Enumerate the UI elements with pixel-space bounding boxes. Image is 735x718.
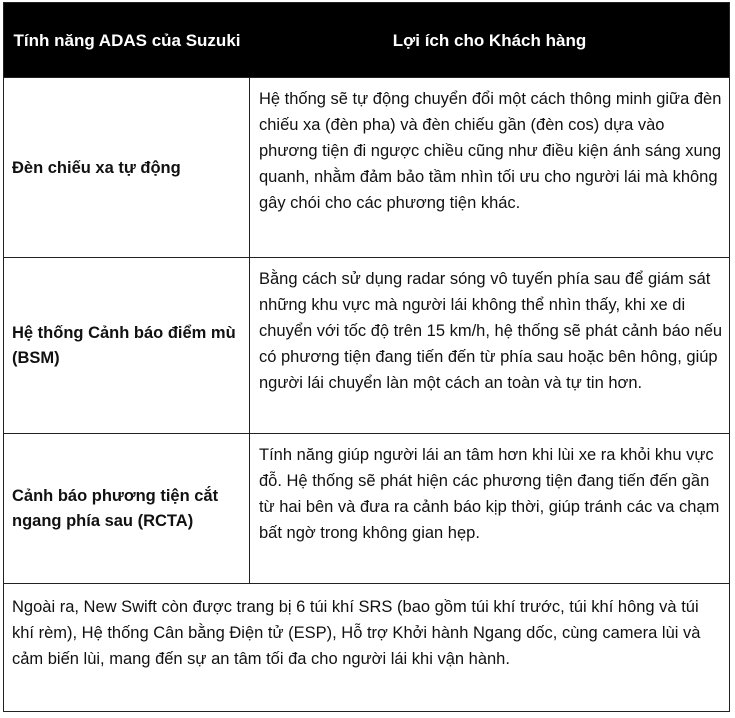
- header-benefit-column: Lợi ích cho Khách hàng: [392, 30, 587, 50]
- table-footer-note: Ngoài ra, New Swift còn được trang bị 6 túi khí SRS (bao gồm túi khí trước, túi khí hông và túi khí rèm), Hệ thống Cân bằng Điện tử (ESP), Hỗ trợ Khởi hành Ngang dốc, cùng camera lùi và cảm biến lùi, mang đến sự an tâm tối đa cho người lái khi vận hành.: [4, 583, 729, 711]
- feature-cell: [4, 434, 250, 584]
- table-row: [4, 433, 729, 584]
- benefit-cell: Hệ thống sẽ tự động chuyển đổi một cách thông minh giữa đèn chiếu xa (đèn pha) và đèn chiếu gần (đèn cos) dựa vào phương tiện đi ngược chiều cũng như điều kiện ánh sáng xung quanh, nhằm đảm bảo tầm nhìn tối ưu cho người lái mà không gây chói cho các phương tiện khác.: [259, 90, 722, 212]
- feature-cell: [4, 78, 250, 258]
- benefit-cell: Tính năng giúp người lái an tâm hơn khi lùi xe ra khỏi khu vực đỗ. Hệ thống sẽ phát hiện các phương tiện đang tiến đến gần từ hai bên và đưa ra cảnh báo kịp thời, giúp tránh các va chạm bất ngờ trong không gian hẹp.: [259, 446, 720, 542]
- feature-label: Hệ thống Cảnh báo điểm mù (BSM): [12, 324, 236, 367]
- table-header: [4, 3, 729, 77]
- benefit-cell: Bằng cách sử dụng radar sóng vô tuyến phía sau để giám sát những khu vực mà người lái không thể nhìn thấy, khi xe di chuyển với tốc độ trên 15 km/h, hệ thống sẽ phát cảnh báo nếu có phương tiện đang tiến đến từ phía sau hoặc bên hông, giúp người lái chuyển làn một cách an toàn và tự tin hơn.: [259, 270, 723, 392]
- header-feature-column: Tính năng ADAS của Suzuki: [13, 30, 241, 50]
- feature-label: Đèn chiếu xa tự động: [12, 158, 181, 177]
- feature-cell: [4, 258, 250, 434]
- table-row: [4, 77, 729, 258]
- adas-table: [3, 2, 730, 712]
- table-row: [4, 257, 729, 434]
- feature-label: Cảnh báo phương tiện cắt ngang phía sau (RCTA): [12, 487, 219, 530]
